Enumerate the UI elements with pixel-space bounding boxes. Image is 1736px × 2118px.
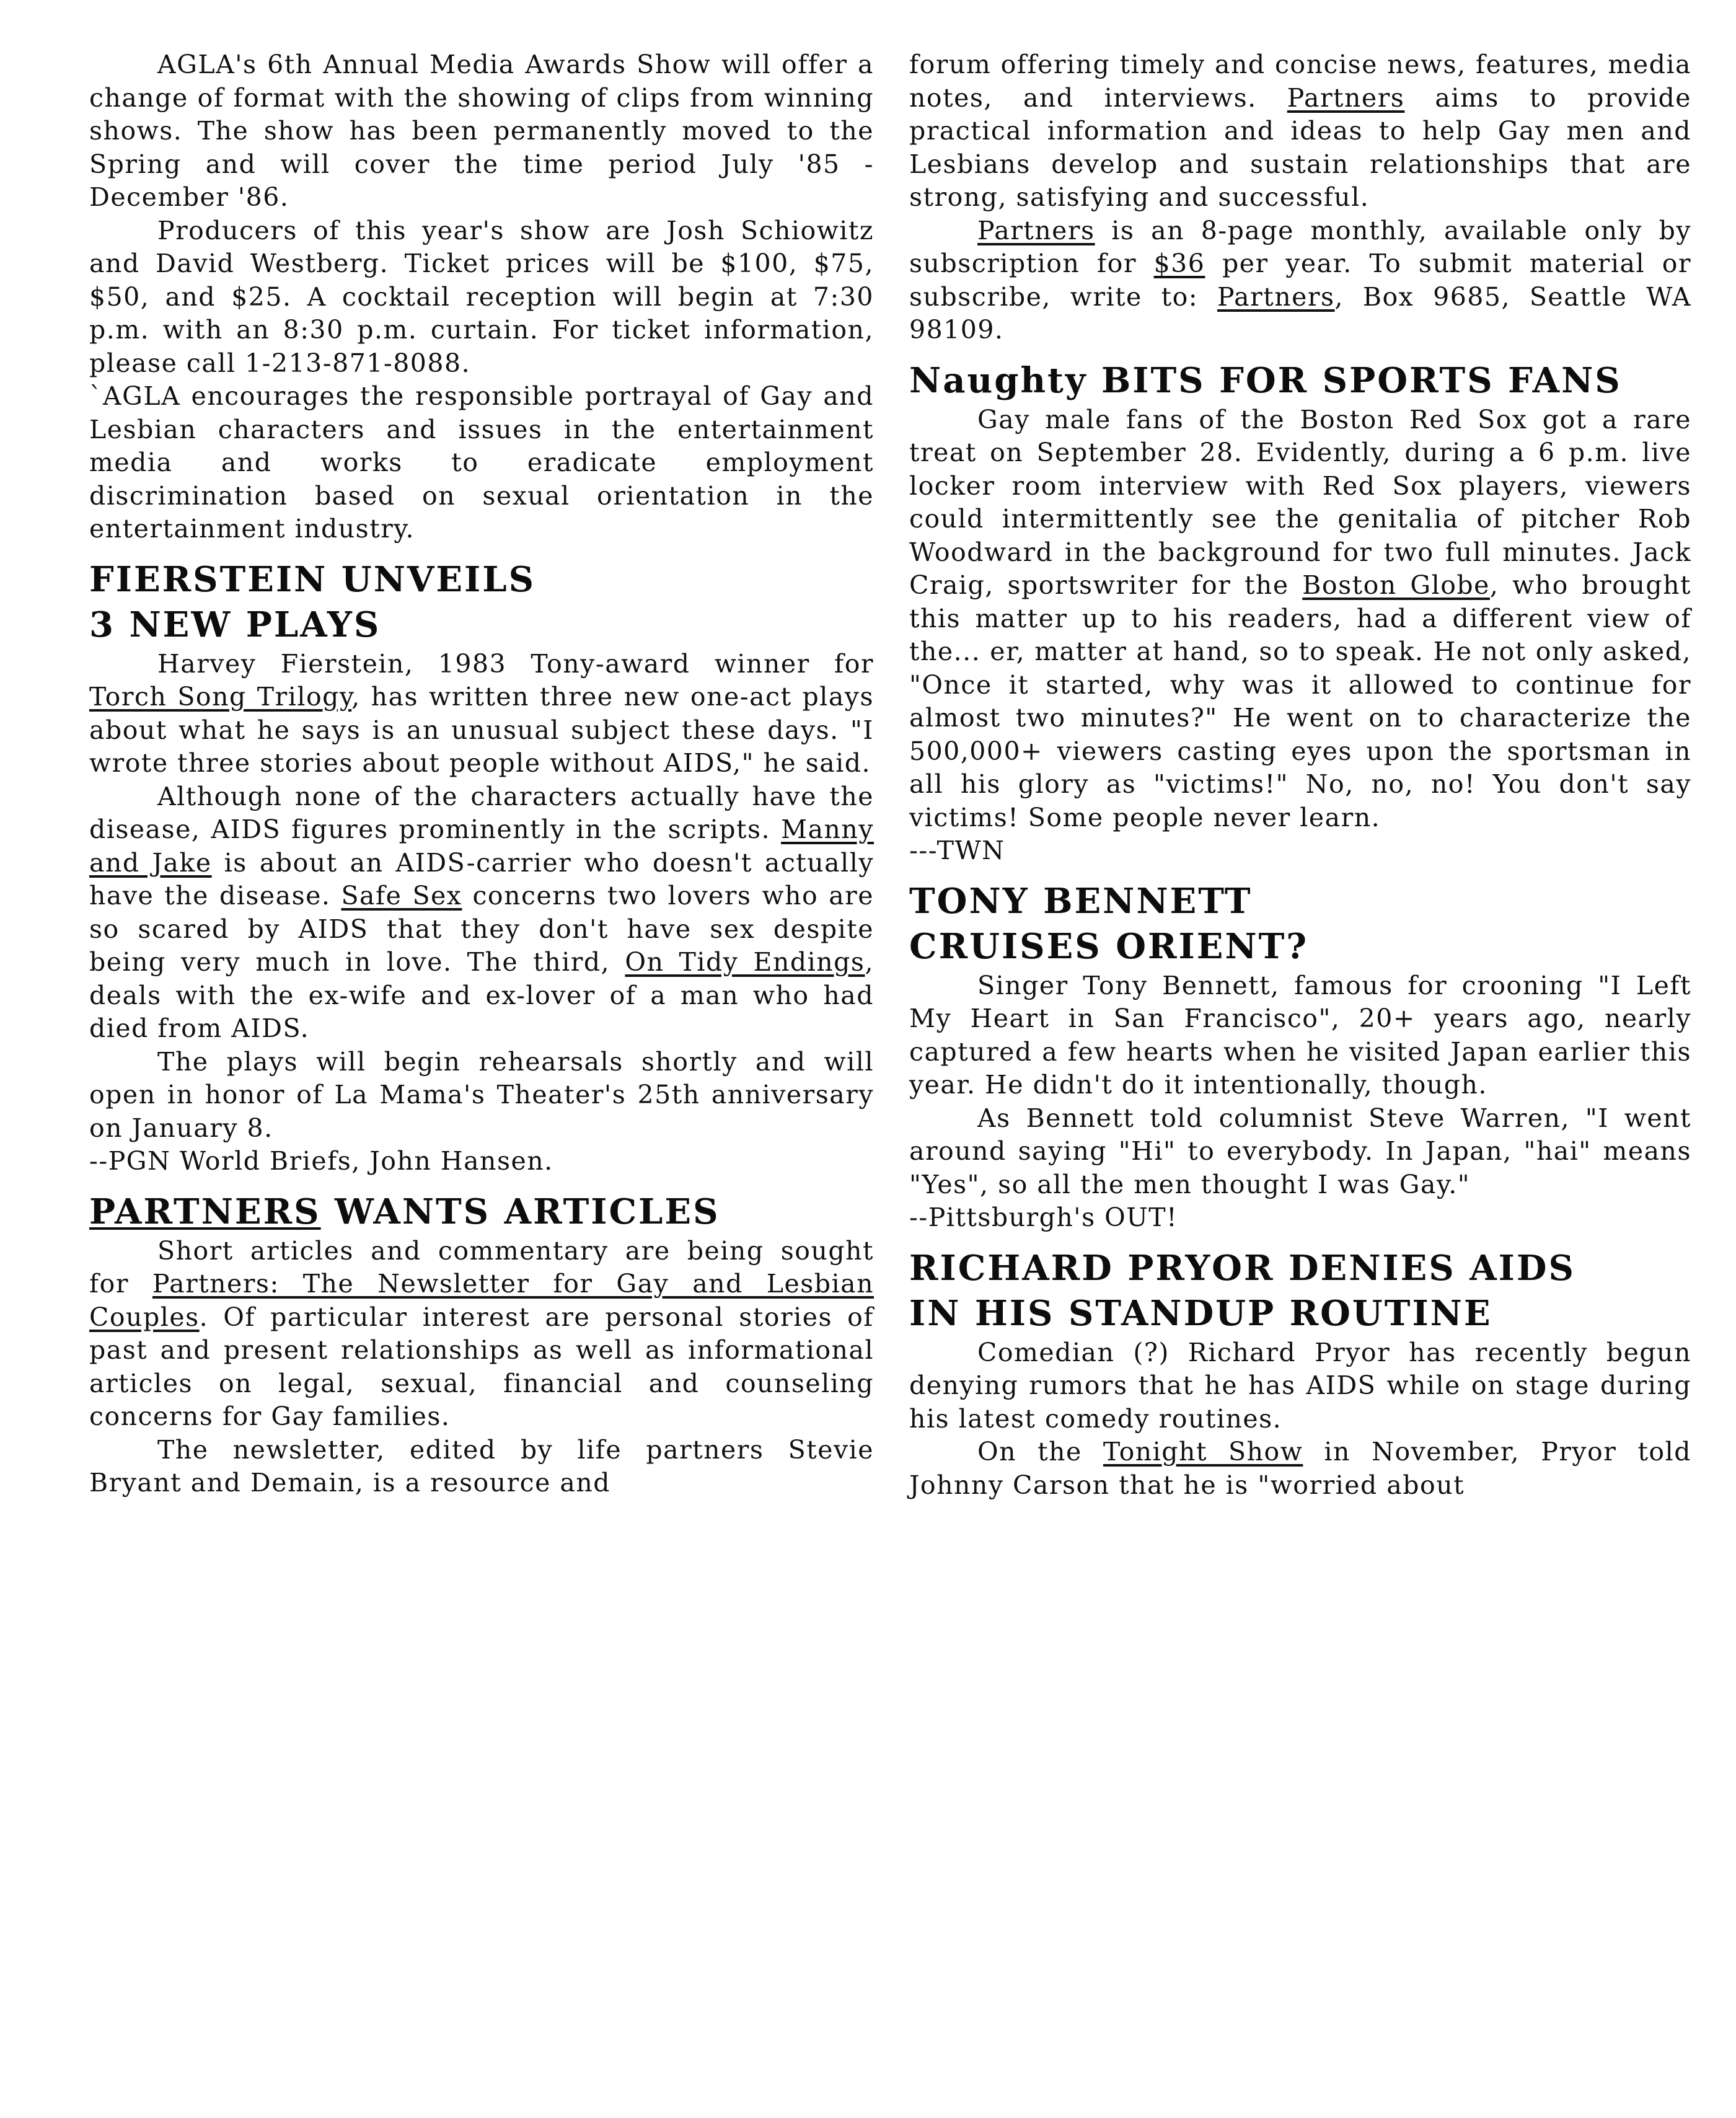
pryor-headline-line-1: RICHARD PRYOR DENIES AIDS <box>909 1247 1575 1289</box>
agla-paragraph-2: Producers of this year's show are Josh Schiowitz and David Westberg. Ticket prices will be $100, $75, $50, and $25. A cocktail reception will begin at 7:30 p.m. with an 8:30 p.m. curtain. For ticket information, please call 1-213-871-8088. <box>89 215 874 378</box>
text-run: aims to provide practical information and ideas to help Gay men and Lesbians develop and sustain relationships that are strong, satisfying and successful. <box>909 82 1691 212</box>
text-run: , has written three new one-act plays about what he says is an unusual subject these days. "I wrote three stories about people without AIDS," he said. <box>89 682 875 778</box>
pryor-headline <box>909 1246 1691 1336</box>
partners-title: Partners <box>1217 281 1335 312</box>
fierstein-headline-line-2: 3 NEW PLAYS <box>89 604 381 645</box>
fierstein-paragraph-3: The plays will begin rehearsals shortly and will open in honor of La Mama's Theater's 25th anniversary on January 8. <box>89 1046 874 1143</box>
partners-paragraph-1 <box>89 1235 874 1434</box>
newsletter-title: Partners: The Newsletter for Gay and Lesbian Couples <box>89 1269 874 1332</box>
play-title-on-tidy-endings: On Tidy Endings <box>625 947 865 977</box>
bennett-credit: --Pittsburgh's OUT! <box>909 1202 1178 1232</box>
play-title-safe-sex: Safe Sex <box>341 881 462 911</box>
text-run: . Of particular interest are personal stories of past and present relationships as well as informational articles on legal, sexual, financial and counseling concerns for Gay families. <box>89 1302 874 1431</box>
sports-paragraph-1 <box>909 404 1691 835</box>
text-run: concerns two lovers who are so scared by AIDS that they don't have sex despite being very much in love. The third, <box>89 881 874 977</box>
partners-title: Partners <box>977 215 1095 245</box>
partners-paragraph-2: The newsletter, edited by life partners Stevie Bryant and Demain, is a resource and <box>89 1434 874 1498</box>
play-title-manny-and-jake: Manny and Jake <box>89 814 874 878</box>
bennett-headline-line-2: CRUISES ORIENT? <box>909 925 1309 967</box>
play-title-torch-song-trilogy: Torch Song Trilogy <box>89 682 352 712</box>
partners-article <box>89 1189 874 1500</box>
subscription-price: $36 <box>1153 249 1205 278</box>
pryor-paragraph-1: Comedian (?) Richard Pryor has recently begun denying rumors that he has AIDS while on stage during his latest comedy routines. <box>909 1337 1691 1434</box>
left-column <box>89 48 874 1500</box>
bennett-article <box>909 879 1691 1235</box>
fierstein-headline <box>89 557 874 648</box>
text-run: , deals with the ex-wife and ex-lover of a man who had died from AIDS. <box>89 947 874 1043</box>
fierstein-headline-line-1: FIERSTEIN UNVEILS <box>89 558 536 600</box>
pryor-article <box>909 1246 1691 1502</box>
fierstein-article <box>89 557 874 1178</box>
fierstein-paragraph-1 <box>89 648 874 780</box>
text-run: On the <box>977 1437 1103 1467</box>
partners-continued <box>909 48 1691 347</box>
pryor-headline-line-2: IN HIS STANDUP ROUTINE <box>909 1292 1492 1334</box>
partners-headline-underlined: PARTNERS <box>89 1191 321 1232</box>
partners-continued-paragraph-2 <box>909 214 1691 347</box>
partners-continued-paragraph-1 <box>909 48 1691 214</box>
agla-paragraph-1: AGLA's 6th Annual Media Awards Show will offer a change of format with the showing of clips from winning shows. The show has been permanently moved to the Spring and will cover the time period July '85 - December '86. <box>89 50 874 212</box>
text-run: per year. To submit material or subscribe, write to: <box>909 249 1691 312</box>
show-title-tonight-show: Tonight Show <box>1103 1437 1303 1467</box>
text-run: Although none of the characters actually have the disease, AIDS figures prominently in the scripts. <box>89 781 874 844</box>
newspaper-title-boston-globe: Boston Globe <box>1302 570 1490 600</box>
bennett-paragraph-1: Singer Tony Bennett, famous for crooning "I Left My Heart in San Francisco", 20+ years ago, nearly captured a few hearts when he visited Japan earlier this year. He didn't do it intentionally, though. <box>909 970 1691 1100</box>
text-run: Short articles and commentary are being sought for <box>89 1235 874 1299</box>
text-run: Gay male fans of the Boston Red Sox got a rare treat on September 28. Evidently, during a 6 p.m. live locker room interview with Red Sox players, viewers could intermittently see the genitalia of pitcher Rob Woodward in the background for two full minutes. Jack Craig, sportswriter for the <box>909 404 1691 600</box>
text-run: is about an AIDS-carrier who doesn't actually have the disease. <box>89 847 874 911</box>
sports-headline: Naughty BITS FOR SPORTS FANS <box>909 360 1622 401</box>
text-run: forum offering timely and concise news, features, media notes, and interviews. <box>909 50 1691 113</box>
text-run: is an 8-page monthly, available only by subscription for <box>909 215 1691 278</box>
agla-article <box>89 48 874 546</box>
partners-headline-rest: WANTS ARTICLES <box>320 1191 720 1232</box>
agla-paragraph-3: `AGLA encourages the responsible portrayal of Gay and Lesbian characters and issues in the entertainment media and works to eradicate employment discrimination based on sexual orientation in the entertainment industry. <box>89 381 874 544</box>
text-run: Harvey Fierstein, 1983 Tony-award winner for <box>157 648 874 679</box>
right-column <box>909 48 1691 1502</box>
partners-title: Partners <box>1287 82 1405 113</box>
text-run: , Box 9685, Seattle WA 98109. <box>909 281 1691 345</box>
partners-headline <box>89 1189 874 1235</box>
pryor-paragraph-2 <box>909 1436 1691 1502</box>
bennett-paragraph-2: As Bennett told columnist Steve Warren, "I went around saying "Hi" to everybody. In Japan, "hai" means "Yes", so all the men thought I was Gay." <box>909 1103 1691 1199</box>
text-run: , who brought this matter up to his readers, had a different view of the... er, matter at hand, so to speak. He not only asked, "Once it started, why was it allowed to continue for almost two minutes?" He went on to characterize the 500,000+ viewers casting eyes upon the sportsman in all his glory as "victims!" No, no, no! You don't say victims! Some people never learn. <box>909 570 1691 832</box>
sports-credit: ---TWN <box>909 836 1005 865</box>
fierstein-credit: --PGN World Briefs, John Hansen. <box>89 1146 553 1176</box>
sports-article <box>909 358 1691 868</box>
bennett-headline-line-1: TONY BENNETT <box>909 880 1253 922</box>
text-run: in November, Pryor told Johnny Carson that he is "worried about <box>909 1437 1691 1500</box>
bennett-headline <box>909 879 1691 969</box>
fierstein-paragraph-2 <box>89 780 874 1046</box>
